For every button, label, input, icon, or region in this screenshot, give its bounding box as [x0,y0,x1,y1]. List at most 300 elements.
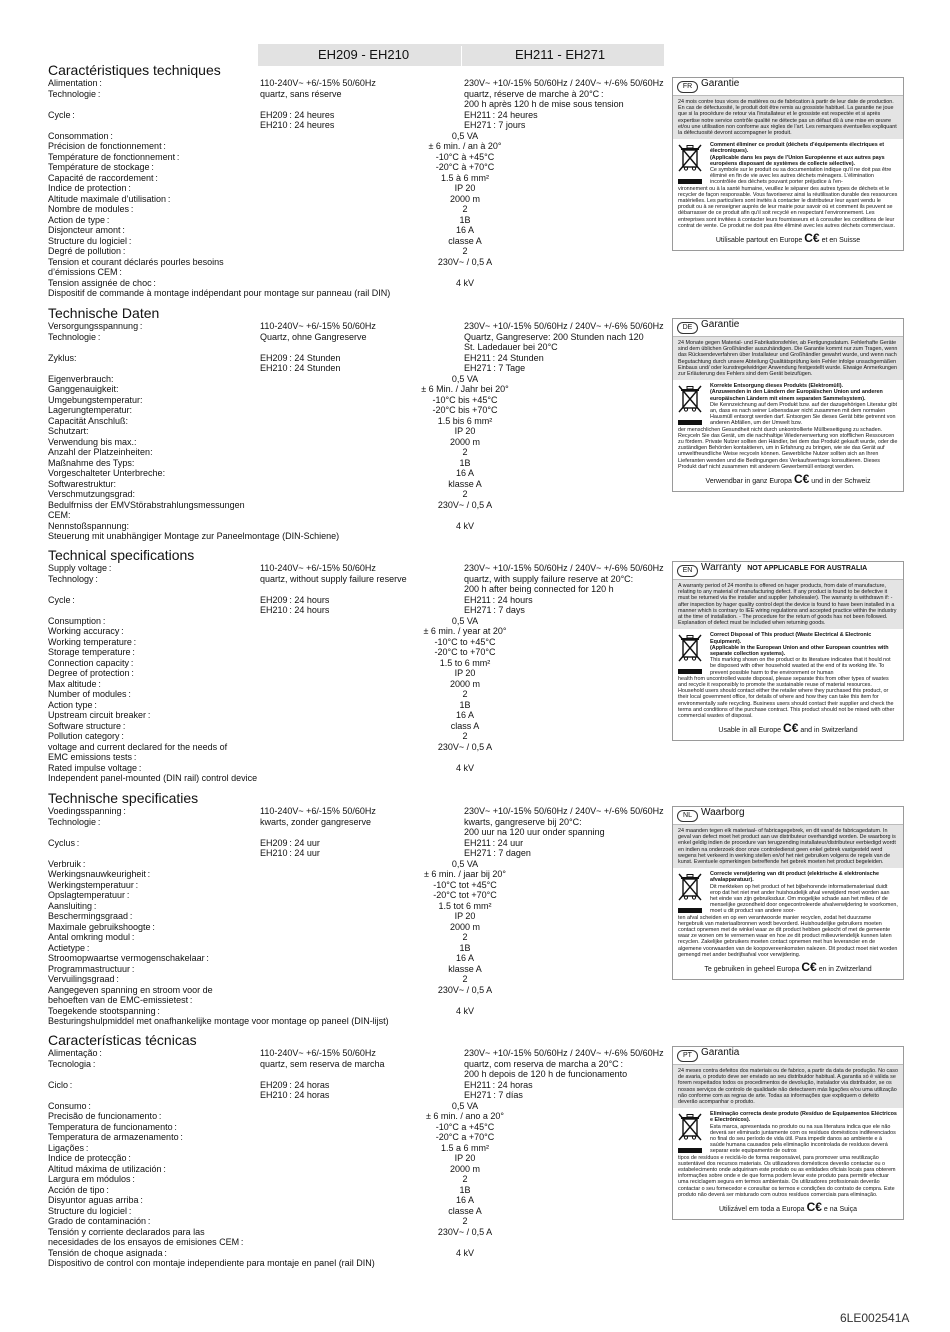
spec-value-common: 0,5 VA [451,130,479,141]
spec-row [48,278,668,289]
spec-row [48,1059,668,1080]
spec-label: Nennstoßspannung: [48,520,130,531]
spec-value-common: -20°C bis +70°C [432,405,498,415]
disposal-block [673,139,903,185]
spec-row [48,384,668,395]
warranty-text: 24 mois contre tous vices de matières ou de fabrication à partir de leur date de production. En cas de défectuosité, le produit doit être remis au grossiste habituel. La garantie ne joue que si la procédure de retour via l’installateur et le grossiste est respectée et si après expertise notre service contrôle qualité ne détecte pas un défaut dû à une mise en œuvre et/ou une utilisation non conforme aux règles de l’art. Les remarques éventuelles expliquant la défectuosité devront accompagner le produit. [673,96,903,139]
spec-label: Storage temperature : [48,647,135,657]
usage-text-europe: Verwendbar in ganz Europa [705,478,792,486]
spec-value-common: 16 A [455,1195,475,1205]
spec-row [48,637,668,648]
spec-label: Alimentação : [48,1048,102,1058]
spec-label: Pollution category : [48,731,124,741]
spec-footnote: Dispositif de commande à montage indépendant pour montage sur panneau (rail DIN) [48,288,391,298]
spec-label: Cyclus : [48,837,80,848]
warranty-text: 24 maanden tegen elk materiaal- of fabricagegebrek, en dit vanaf de fabricagedatum. In geval van defect moet het product aan uw distributeur overhandigd worden. De waarborg is enkel geldig indien de procedure van terugzending installateur/distributeur eerbiedigd wordt en indien na onderzoek door onze controledienst geen enkel gebrek vastgesteld werd wegens het verkeerd in werking stellen en/of het niet gebruiken volgens de regels van de kunst. Eventuele opmerkingen betreffende het gebrek moeten het product begeleiden. [673,825,903,868]
warranty-box [672,1046,904,1220]
spec-value-eh211-eh271: 230V~ +10/-15% 50/60Hz / 240V~ +/-6% 50/60Hz [464,563,664,573]
spec-value-common: -10°C a +45°C [435,1121,495,1132]
spec-row [48,521,668,532]
spec-row [48,353,668,374]
disposal-text: tipos de resíduos e reciclá-lo de forma responsável, para promover uma reutilização sustentável dos recursos materiais. Os utilizadores domésticos deverão contactar ou o estabelecimento onde adquiriram este produto ou as entidades oficiais locais para obterem informações sobre onde e de que forma podem levar este produto para permitir efectuar uma reciclagem segura em termos ambientais. Os utilizadores profissionais deverão contactar o seu fornecedor e consultar os termos e condições do contrato de compra. Este produto não deverá ser misturado com outros resíduos comerciais para eliminação. [678,1154,896,1198]
spec-row [48,1216,668,1227]
spec-label: Technologie : [48,88,101,99]
spec-row [48,806,668,817]
spec-row [48,162,668,173]
spec-label: Temperatura de armazenamento : [48,1132,183,1142]
spec-value-common: 230V~ / 0,5 A [437,741,493,752]
spec-label: Versorgungsspannung : [48,321,143,331]
spec-label: Voedingsspanning : [48,806,126,816]
disposal-text-indented: Dit merkteken op het product of het bijbehorende informatiemateriaal duidt erop dat het niet met ander huishoudelijk afval verwijderd moet worden aan het einde van zijn gebruiksduur. Om mogelijke schade aan het milieu of de menselijke gezondheid door ongecontroleerde afvalverwijdering te voorkomen, moet u dit product van andere soor- [710,883,898,915]
warranty-title [701,319,745,330]
spec-label: Grado de contaminación : [48,1216,151,1226]
spec-value-eh209-eh210: 110-240V~ +6/-15% 50/60Hz [260,563,376,573]
usage-text-europe: Usable in all Europe [718,727,782,735]
spec-row [48,468,668,479]
crossed-bin-icon [678,143,702,173]
spec-row [48,964,668,975]
spec-row [48,1111,668,1122]
spec-row [48,647,668,658]
ce-mark-icon: C€ [804,231,820,246]
usage-text-europe: Utilizável em toda a Europa [718,1206,805,1214]
warranty-title-text: Waarborg [701,807,745,818]
warranty-title [701,78,745,89]
spec-label: Eigenverbrauch: [48,373,114,384]
spec-row [48,1195,668,1206]
spec-row [48,616,668,627]
spec-value-eh211-eh271: 230V~ +10/-15% 50/60Hz / 240V~ +/-6% 50/60Hz [464,321,664,331]
spec-row [48,405,668,416]
spec-value-common: 1.5 à 6 mm² [440,172,489,183]
spec-label: Consumo : [48,1100,91,1111]
usage-text-switzerland: und in der Schweiz [811,478,871,486]
usage-footer [673,470,903,491]
spec-value-common: 2 [462,932,468,942]
spec-row [48,288,668,299]
spec-row [48,859,668,870]
spec-value-eh211-eh271: EH211 : 24 horas EH271 : 7 días [464,1079,533,1100]
spec-row [48,922,668,933]
spec-label: Tension assignée de choc : [48,277,156,288]
warranty-title-text: Garantia [701,1047,740,1058]
section-title: Technical specifications [48,547,195,563]
document-reference: 6LE002541A [840,1311,910,1325]
spec-value-eh209-eh210: quartz, without supply failure reserve [260,573,407,584]
spec-row [48,658,668,669]
section-title: Características técnicas [48,1032,197,1048]
disposal-text-indented: Ce symbole sur le produit ou sa documentation indique qu’il ne doit pas être éliminé en fin de vie avec les autres déchets ménagers. L’élimination incontrôlée des déchets pouvant porter préjudice à l’en- [710,167,892,186]
spec-row [48,236,668,247]
spec-value-common: 2 [462,246,468,256]
usage-text-switzerland: en in Zwitzerland [818,966,872,974]
spec-row [48,257,668,278]
spec-label: voltage and current declared for the needs of EMC emissions tests : [48,741,228,762]
spec-value-common: 2000 m [449,436,481,447]
spec-row [48,479,668,490]
crossed-bin-icon [678,384,702,414]
spec-value-common: 4 kV [455,277,474,288]
spec-row [48,1122,668,1133]
warranty-header [673,1047,903,1065]
spec-row [48,1258,668,1269]
spec-label: Cycle : [48,109,75,120]
spec-row [48,1101,668,1112]
spec-row [48,1132,668,1143]
spec-row [48,215,668,226]
warranty-title-text: Garantie [701,78,740,89]
spec-footnote: Steuerung mit unabhängiger Montage zur Paneelmontage (DIN-Schiene) [48,531,340,541]
spec-value-common: -10°C to +45°C [434,636,496,647]
spec-label: Software structure : [48,720,126,731]
spec-label: Consommation : [48,130,113,141]
spec-value-common: klasse A [448,478,482,489]
spec-label: Consumption : [48,615,106,626]
spec-row [48,1006,668,1017]
spec-row [48,563,668,574]
warranty-box [672,77,904,251]
spec-value-common: 230V~ / 0,5 A [437,984,493,995]
disposal-heading: Correct Disposal of This product (Waste Electrical & Electronic Equipment). [710,632,872,645]
spec-label: Upstream circuit breaker : [48,710,151,720]
disposal-heading: Correcte verwijdering van dit product (elektrische & elektronische afvalapparatuur). [710,871,879,884]
spec-section [48,1033,668,1269]
spec-value-common: 16 A [455,953,475,963]
spec-label: Technologie : [48,331,101,342]
spec-value-common: 1.5 tot 6 mm² [438,900,492,911]
spec-row [48,890,668,901]
language-code-badge: EN [677,565,698,577]
spec-label: Werkingsnauwkeurigheit : [48,869,151,879]
spec-value-common: 230V~ / 0,5 A [437,1226,493,1237]
spec-value-eh209-eh210: kwarts, zonder gangreserve [260,816,372,827]
spec-label: Vorgeschalteter Unterbreche: [48,468,166,478]
ce-mark-icon: C€ [793,472,810,487]
spec-label: Toegekende stootspanning : [48,1005,160,1016]
spec-label: Schutzart: [48,426,89,436]
spec-section [48,63,668,299]
spec-label: Connection capacity : [48,657,134,668]
usage-footer [673,719,903,740]
spec-label: Rated impulse voltage : [48,762,142,773]
spec-value-eh209-eh210: 110-240V~ +6/-15% 50/60Hz [260,1048,376,1058]
spec-label: Lagerungtemperatur: [48,405,133,415]
spec-value-eh211-eh271: 230V~ +10/-15% 50/60Hz / 240V~ +/-6% 50/60Hz [464,1048,664,1058]
spec-label: Précision de fonctionnement : [48,141,166,151]
spec-label: Structure du logiciel : [48,235,132,246]
spec-row [48,374,668,385]
spec-label: Acción de tipo : [48,1184,109,1195]
spec-row [48,721,668,732]
column-header-eh209-eh210: EH209 - EH210 [318,47,410,62]
spec-label: Maximale gebruikshoogte : [48,921,155,932]
disposal-block [673,629,903,675]
spec-label: Tensión de choque asignada : [48,1247,167,1258]
warranty-header [673,319,903,337]
spec-label: Temperatura de funcionamento : [48,1121,177,1132]
disposal-heading: Eliminação correcta deste produto (Resíduo de Equipamentos Eléctricos e Electrónicos). [710,1111,897,1124]
spec-row [48,458,668,469]
spec-label: Verbruik : [48,858,86,869]
spec-row [48,943,668,954]
warranty-header [673,807,903,825]
weee-bar-icon [678,1148,702,1153]
warranty-text: A warranty period of 24 months is offered on hager products, from date of manufacture, relating to any material of manufacturing defect. If any product is found to be defective it must be returned via the installer and supplier (wholesaler). The warranty is withdrawn if: - after inspection by hager quality control dept the device is found to have been installed in a manner which is contrary to IEE wiring regulations and accepted practice within the industry at the time of installation. - The procedure for the return of goods has not been followed. Explanation of defect must be included when returning goods. [673,580,903,629]
spec-row [48,679,668,690]
spec-value-eh211-eh271: EH211 : 24 uur EH271 : 7 dagen [464,837,531,858]
spec-row [48,880,668,891]
spec-value-eh209-eh210: 110-240V~ +6/-15% 50/60Hz [260,321,376,331]
spec-row [48,89,668,110]
disposal-text: health from uncontrolled waste disposal, please separate this from other types of wastes and recycle it responsibly to promote the sustainable reuse of material resources. Household users should contact either the retailer where they purchased this product, or their local government office, for details of where and how they can take this item for environmentally safe recycling. Business users should contact their supplier and check the terms and conditions of the purchase contract. This product should not be mixed with other commercial wastes of disposal. [678,675,895,720]
spec-label: Cycle : [48,594,75,605]
spec-value-eh211-eh271: 230V~ +10/-15% 50/60Hz / 240V~ +/-6% 50/60Hz [464,806,664,816]
spec-value-eh211-eh271: quartz, réserve de marche à 20°C : 200 h après 120 h de mise sous tension [464,88,624,109]
spec-value-eh209-eh210: EH209 : 24 uur EH210 : 24 uur [260,837,320,858]
spec-value-common: 16 A [455,225,475,235]
spec-row [48,932,668,943]
spec-value-common: -10°C à +45°C [435,151,495,162]
spec-label: Aansluiting : [48,900,97,911]
spec-section [48,306,668,542]
spec-row [48,595,668,616]
spec-row [48,700,668,711]
spec-label: Alimentation : [48,78,102,88]
spec-value-eh211-eh271: quartz, com reserva de marcha a 20°C : 200 h depois de 120 h de funcionamento [464,1058,628,1079]
spec-row [48,131,668,142]
disposal-block [673,868,903,914]
column-header-eh211-eh271: EH211 - EH271 [515,47,606,62]
spec-footnote: Dispositivo de control con montaje independiente para montaje en panel (rail DIN) [48,1258,375,1268]
usage-footer [673,229,903,250]
usage-footer [673,958,903,979]
spec-value-common: 4 kV [455,762,474,773]
spec-label: Ciclo : [48,1079,73,1090]
disposal-scope: (Anzuwenden in den Ländern der Europäischen Union und anderen europäischen Ländern mit einem separaten Sammelsystem). [710,389,883,402]
spec-label: Precisão de funcionamento : [48,1111,162,1121]
spec-row [48,246,668,257]
spec-row [48,194,668,205]
warranty-title [701,1047,745,1058]
spec-label: Verschmutzungsgrad: [48,489,136,499]
spec-value-common: 2 [462,489,468,499]
disposal-text: der menschlichen Gesundheit nicht durch unkontrollierte Müllbeseitigung zu schaden. Recyceln Sie das Gerät, um die nachhaltige Wiederverwertung von stofflichen Ressourcen zu fördern. Private Nutzer sollten den Händler, bei dem das Produkt gekauft wurde, oder die zuständigen Behörden kontaktieren, um in Erfahrung zu bringen, wie sie das Gerät auf umweltfreundliche Weise recyceln können. Gewerbliche Nutzer sollten sich an Ihren Lieferanten wenden und die Bedingungen des Verkaufsvertrags konsultieren. Dieses Produkt darf nicht zusammen mit anderem Gewerbemüll entsorgt werden. [678,426,898,470]
spec-row [48,1080,668,1101]
spec-label: Working accuracy : [48,626,124,636]
spec-row [48,1206,668,1217]
spec-value-common: 2 [462,204,468,214]
spec-label: Max altitude : [48,678,101,689]
spec-row [48,668,668,679]
spec-label: Disjoncteur amont : [48,225,125,235]
spec-value-eh209-eh210: EH209 : 24 horas EH210 : 24 horas [260,1079,330,1100]
spec-value-common: 2000 m [449,193,481,204]
usage-text-switzerland: e na Suiça [823,1206,858,1214]
spec-label: Tension et courant déclarés pourles besoins d’émissions CEM : [48,256,224,277]
disposal-block [673,1108,903,1154]
spec-row [48,1048,668,1059]
crossed-bin-icon [678,633,702,663]
weee-bar-icon [678,669,702,674]
spec-row [48,742,668,763]
spec-row [48,1143,668,1154]
warranty-box [672,561,904,741]
spec-value-common: 2000 m [449,678,481,689]
spec-footnote: Independent panel-mounted (DIN rail) control device [48,773,258,783]
spec-value-common: 4 kV [455,1005,474,1016]
spec-row [48,78,668,89]
spec-value-common: 16 A [455,468,475,478]
spec-row [48,710,668,721]
spec-label: Ligações : [48,1142,89,1153]
spec-value-common: 2 [462,731,468,741]
disposal-heading: Comment éliminer ce produit (déchets d’équipements électriques et électroniques). [710,142,885,155]
spec-row [48,173,668,184]
spec-value-eh209-eh210: EH209 : 24 heures EH210 : 24 heures [260,109,335,130]
spec-value-common: 230V~ / 0,5 A [437,256,493,267]
spec-label: Technology : [48,573,98,584]
spec-row [48,204,668,215]
language-code-badge: DE [677,322,698,334]
spec-row [48,447,668,458]
spec-row [48,332,668,353]
spec-value-common: IP 20 [454,183,476,193]
disposal-text-indented: Esta marca, apresentada no produto ou na sua literatura indica que ele não deverá ser eliminado juntamente com os resíduos domésticos indiferenciados no final do seu período de vida útil. Para impedir danos ao ambiente e à saúde humana causados pela eliminação incontrolada de resíduos deverá separar este equipamento de outros [710,1123,896,1155]
spec-value-common: -10°C tot +45°C [433,879,497,890]
disposal-scope: (Applicable dans les pays de l’Union Européenne et aux autres pays européens disposant de systèmes de collecte sélective). [710,154,885,167]
spec-row [48,1185,668,1196]
warranty-box [672,806,904,980]
spec-label: Beschermingsgraad : [48,911,133,921]
spec-value-eh211-eh271: EH211 : 24 Stunden EH271 : 7 Tage [464,352,544,373]
disposal-scope: (Applicable in the European Union and other European countries with separate collection systems). [710,644,889,658]
disposal-text-indented: Die Kennzeichnung auf dem Produkt bzw. auf der dazugehörigen Literatur gibt an, dass es nach seiner Lebensdauer nicht zusammen mit dem normalen Hausmüll entsorgt werden darf. Entsorgen Sie dieses Gerät bitte getrennt von anderen Abfällen, um der Umwelt bzw. [710,401,897,427]
spec-value-common: 16 A [455,710,475,720]
spec-value-common: -20°C à +70°C [435,162,495,172]
warranty-title-text: Warranty [701,562,742,573]
spec-value-common: classe A [448,235,482,246]
usage-footer [673,1198,903,1219]
usage-text-switzerland: et en Suisse [821,237,861,245]
spec-value-common: -20°C tot +70°C [433,890,497,900]
spec-label: Antal omkring modul : [48,932,135,942]
spec-value-common: classe A [448,1205,482,1216]
spec-value-common: 4 kV [455,520,474,531]
spec-row [48,437,668,448]
spec-row [48,1164,668,1175]
spec-value-eh209-eh210: EH209 : 24 Stunden EH210 : 24 Stunden [260,352,341,373]
spec-label: Bedulfrniss der EMVStörabstrahlungsmessungen CEM: [48,499,245,520]
spec-row [48,1248,668,1259]
crossed-bin-icon [678,872,702,902]
spec-label: Action de type : [48,214,110,225]
language-code-badge: NL [677,810,698,822]
spec-value-common: 230V~ / 0,5 A [437,499,493,510]
spec-value-common: 2000 m [449,1163,481,1174]
spec-label: Programmastructuur : [48,963,135,974]
spec-row [48,141,668,152]
spec-row [48,911,668,922]
spec-label: Température de fonctionnement : [48,151,180,162]
spec-value-common: 1.5 to 6 mm² [439,657,491,668]
spec-label: Capacität Anschluß: [48,415,129,426]
spec-value-common: -20°C to +70°C [434,647,496,657]
spec-row [48,574,668,595]
spec-row [48,1153,668,1164]
spec-value-common: 2 [462,1174,468,1184]
spec-section [48,548,668,784]
spec-value-common: 1B [459,699,471,710]
spec-value-common: ± 6 min. / ano a 20° [425,1111,505,1121]
spec-label: Tensión y corriente declarados para las necesidades de los ensayos de emisiones CEM : [48,1226,244,1247]
spec-value-common: ± 6 min. / year at 20° [423,626,507,636]
spec-value-common: IP 20 [454,426,476,436]
spec-value-eh209-eh210: Quartz, ohne Gangreserve [260,331,367,342]
spec-label: Largura em módulos : [48,1174,135,1184]
spec-footnote: Besturingshulpmiddel met onafhankelijke montage voor montage op paneel (DIN-lijst) [48,1016,389,1026]
spec-value-common: 2 [462,689,468,699]
section-title: Technische Daten [48,305,160,321]
spec-label: Indice de protecção : [48,1153,131,1163]
spec-label: Softwarestruktur: [48,478,117,489]
warranty-title [701,562,868,573]
spec-value-common: 1.5 a 6 mm² [440,1142,489,1153]
spec-section [48,791,668,1027]
spec-row [48,1016,668,1027]
spec-value-common: klasse A [448,963,482,974]
spec-row [48,1174,668,1185]
spec-label: Degree of protection : [48,668,134,678]
spec-value-common: IP 20 [454,911,476,921]
spec-label: Zyklus: [48,352,77,363]
warranty-note: NOT APPLICABLE FOR AUSTRALIA [747,565,868,572]
disposal-heading: Korrekte Entsorgung dieses Produkts (Elektromüll). [710,383,843,390]
spec-label: Working temperature : [48,636,137,647]
spec-value-common: 0,5 VA [451,373,479,384]
spec-label: Action type : [48,699,97,710]
spec-label: Actietype : [48,942,90,953]
crossed-bin-icon [678,1112,702,1142]
spec-label: Vervuilingsgraad : [48,974,119,984]
spec-label: Maßnahme des Typs: [48,457,135,468]
warranty-header [673,562,903,580]
spec-label: Température de stockage : [48,162,154,172]
spec-value-common: 4 kV [455,1247,474,1258]
spec-label: Supply voltage : [48,563,112,573]
spec-value-common: 1B [459,457,471,468]
spec-row [48,489,668,500]
spec-row [48,731,668,742]
spec-row [48,531,668,542]
spec-value-common: -20°C a +70°C [435,1132,495,1142]
spec-label: Altitud máxima de utilización : [48,1163,166,1174]
spec-label: Tecnologia : [48,1058,96,1069]
spec-value-eh211-eh271: EH211 : 24 heures EH271 : 7 jours [464,109,538,130]
spec-value-common: ± 6 min. / an à 20° [428,141,502,151]
disposal-text: ten afval scheiden en op een verantwoorde manier recyclen, zodat het duurzame hergebruik van materiaalbronnen wordt bevorderd. Huishoudelijke gebruikers moeten contact opnemen met de winkel waar ze dit product hebben gekocht of met de gemeente waar ze wonen om te vernemen waar en hoe ze dit product milieuvriendelijk kunnen laten recyclen. Zakelijke gebruikers moeten contact opnemen met hun leverancier en de algemene voorwaarden van de koopovereenkomsten nalezen. Dit product moet niet worden gemengd met ander bedrijfsafval voor verwijdering. [678,914,898,958]
spec-row [48,500,668,521]
spec-value-common: 0,5 VA [451,858,479,869]
spec-row [48,773,668,784]
spec-row [48,110,668,131]
spec-value-common: 1.5 bis 6 mm² [437,415,493,426]
spec-value-common: 0,5 VA [451,1100,479,1111]
language-code-badge: FR [677,81,698,93]
spec-label: Verwendung bis max.: [48,436,137,447]
spec-row [48,901,668,912]
spec-label: Altitude maximale d’utilisation : [48,193,171,204]
